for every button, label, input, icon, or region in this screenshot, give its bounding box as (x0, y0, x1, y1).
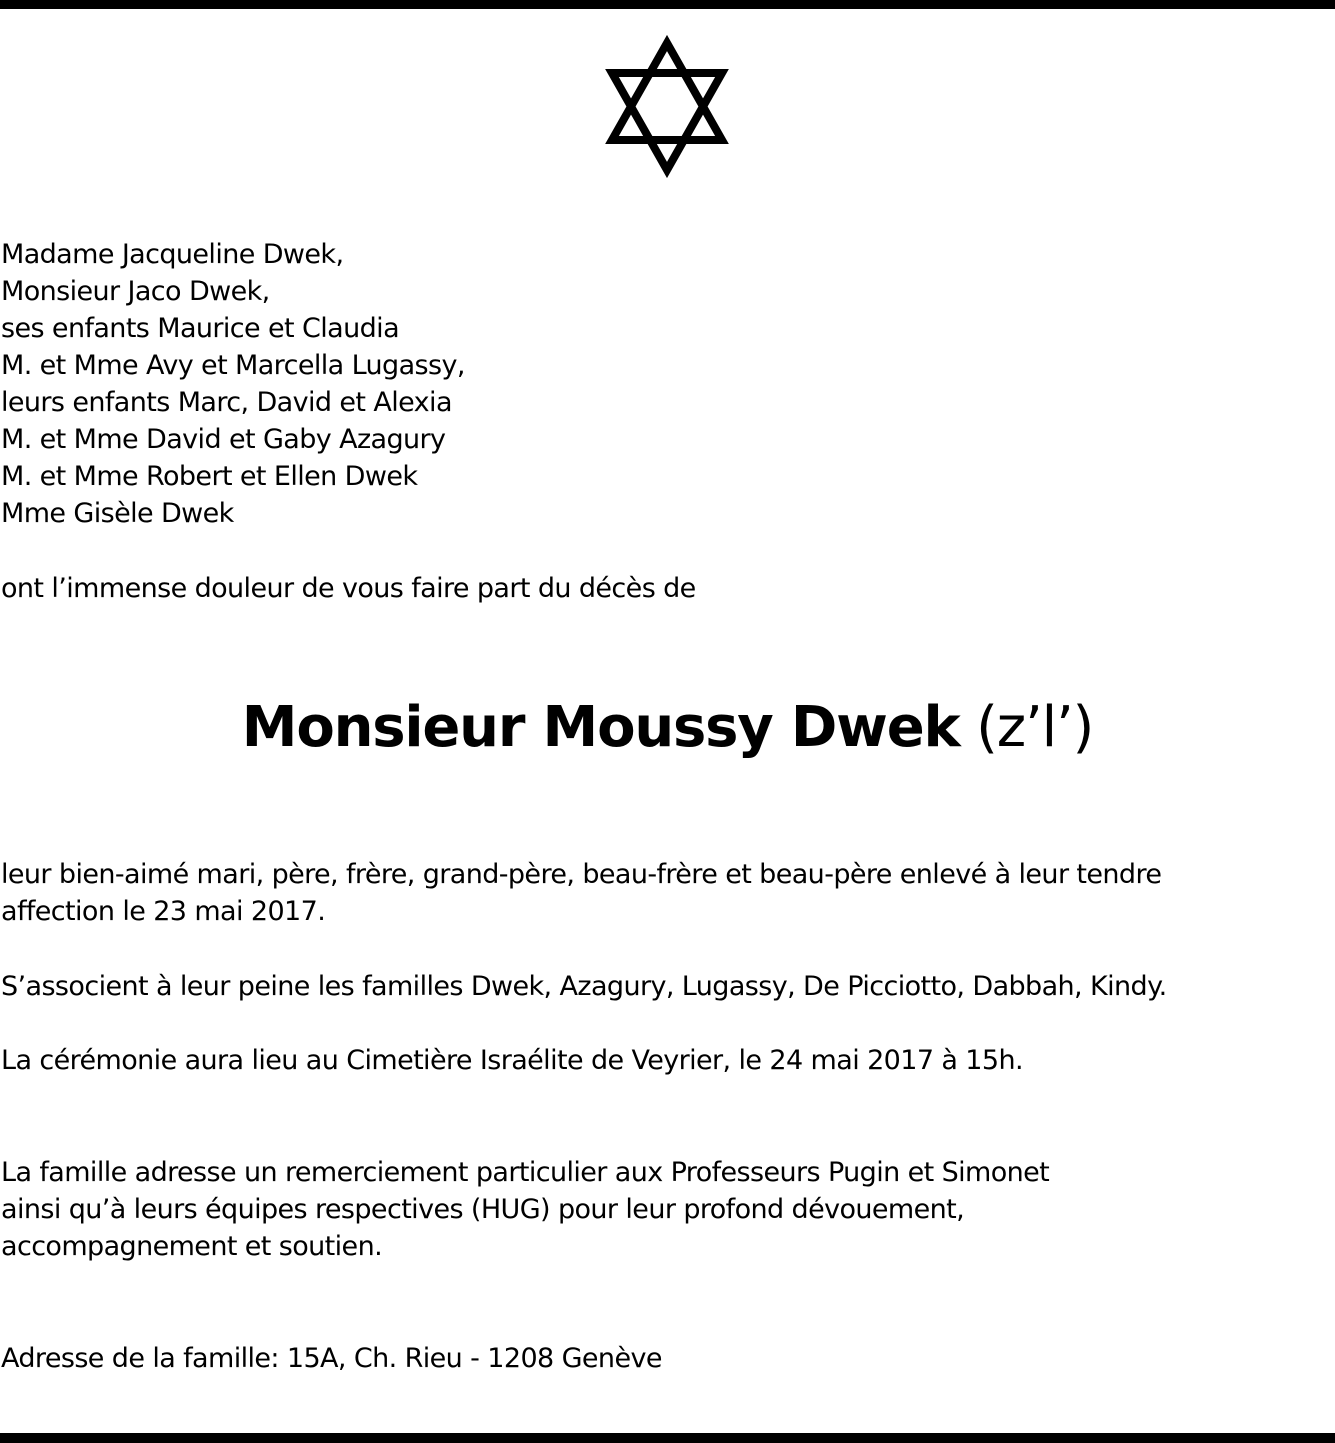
star-of-david-icon (603, 35, 731, 178)
thanks-line: accompagnement et soutien. (1, 1231, 383, 1262)
announcement-text: ont l’immense douleur de vous faire part du décès de (1, 573, 696, 604)
deceased-heading (0, 688, 1335, 768)
family-member: Mme Gisèle Dwek (1, 498, 234, 529)
deceased-name: Monsieur Moussy Dwek (241, 695, 960, 760)
bottom-border-rule (0, 1433, 1335, 1443)
family-address: Adresse de la famille: 15A, Ch. Rieu - 1208 Genève (1, 1343, 662, 1374)
family-member: M. et Mme Avy et Marcella Lugassy, (1, 350, 465, 381)
family-list (1, 236, 465, 532)
description-line: affection le 23 mai 2017. (1, 896, 326, 927)
top-border-rule (0, 0, 1335, 9)
family-member: M. et Mme Robert et Ellen Dwek (1, 461, 418, 492)
family-member: Monsieur Jaco Dwek, (1, 276, 270, 307)
ceremony-text: La cérémonie aura lieu au Cimetière Israélite de Veyrier, le 24 mai 2017 à 15h. (1, 1045, 1023, 1076)
thanks-line: La famille adresse un remerciement particulier aux Professeurs Pugin et Simonet (1, 1157, 1050, 1188)
thanks-line: ainsi qu’à leurs équipes respectives (HUG) pour leur profond dévouement, (1, 1194, 965, 1225)
description-line: leur bien-aimé mari, père, frère, grand-père, beau-frère et beau-père enlevé à leur tendre (1, 859, 1162, 890)
description-paragraph (1, 856, 1161, 930)
family-member: Madame Jacqueline Dwek, (1, 239, 344, 270)
associated-families-text: S’associent à leur peine les familles Dwek, Azagury, Lugassy, De Picciotto, Dabbah, Kindy. (1, 971, 1167, 1002)
family-member: leurs enfants Marc, David et Alexia (1, 387, 452, 418)
deceased-honorific: (z’l’) (976, 695, 1094, 760)
thanks-paragraph (1, 1154, 1049, 1265)
family-member: M. et Mme David et Gaby Azagury (1, 424, 446, 455)
family-member: ses enfants Maurice et Claudia (1, 313, 400, 344)
